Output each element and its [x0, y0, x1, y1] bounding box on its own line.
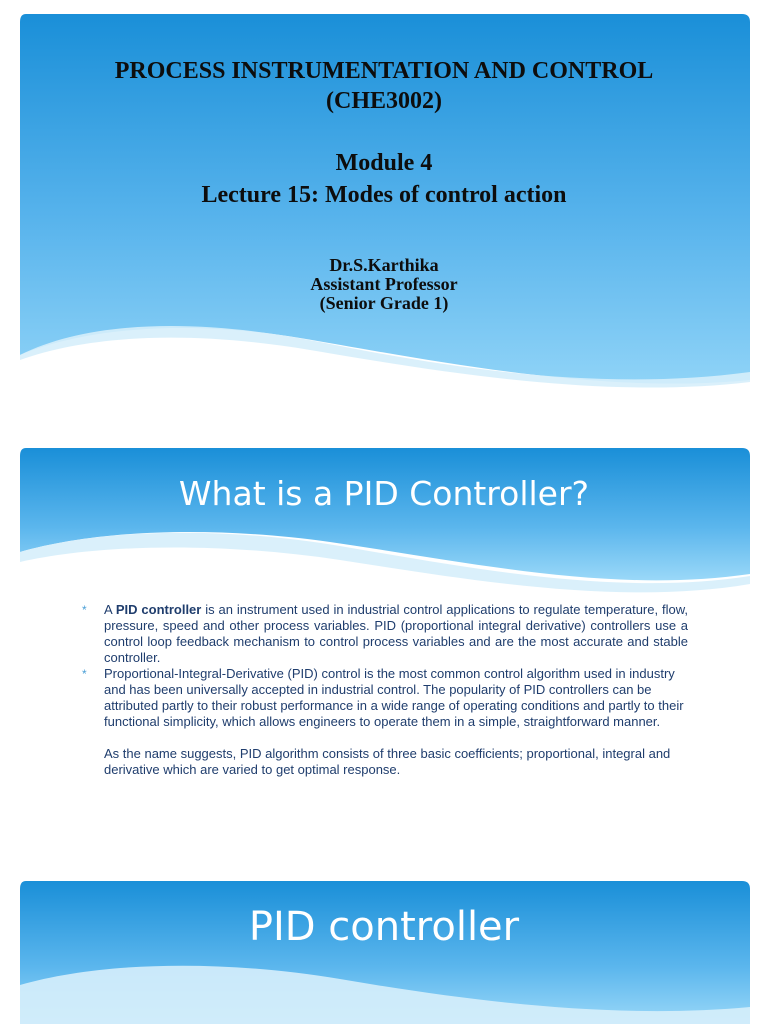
author-role: Assistant Professor — [310, 274, 458, 294]
bullet-text-prefix: A — [104, 602, 116, 617]
bullet-text — [104, 602, 688, 666]
content-slide — [0, 434, 768, 854]
list-item — [82, 602, 688, 666]
content-slide-partial — [0, 867, 768, 1024]
author-grade: (Senior Grade 1) — [319, 293, 449, 313]
lecture-heading: Lecture 15: Modes of control action — [201, 182, 567, 208]
bullet-text-bold: PID controller — [115, 602, 202, 617]
slide-title: PID controller — [248, 904, 520, 950]
bullet-asterisk-icon: * — [82, 667, 87, 681]
slide-title: What is a PID Controller? — [178, 474, 590, 513]
course-title-line1: PROCESS INSTRUMENTATION AND CONTROL — [114, 58, 654, 84]
bullet-text-rest: is an instrument used in industrial control applications to regulate temperature, flow, pressure, speed and other process variables. PID (proportional integral derivative) controllers use a control loop feedback mechanism to control process variables and are the most accurate and stable controller. — [104, 602, 688, 665]
title-slide — [0, 0, 768, 400]
bullet-list — [82, 602, 688, 778]
author-name: Dr.S.Karthika — [329, 255, 439, 275]
follow-paragraph: As the name suggests, PID algorithm consists of three basic coefficients; proportional, integral and derivative which are varied to get optimal response. — [104, 746, 671, 777]
bullet-text: Proportional-Integral-Derivative (PID) control is the most common control algorithm used in industry and has been universally accepted in industrial control. The popularity of PID controllers can be attributed partly to their robust performance in a wide range of operating conditions and partly to their functional simplicity, which allows engineers to operate them in a simple, straightforward manner. — [104, 666, 684, 729]
bullet-asterisk-icon: * — [82, 603, 87, 617]
course-title-line2: (CHE3002) — [326, 88, 442, 114]
module-heading: Module 4 — [335, 150, 433, 176]
course-title — [20, 56, 748, 116]
list-item — [82, 666, 688, 778]
